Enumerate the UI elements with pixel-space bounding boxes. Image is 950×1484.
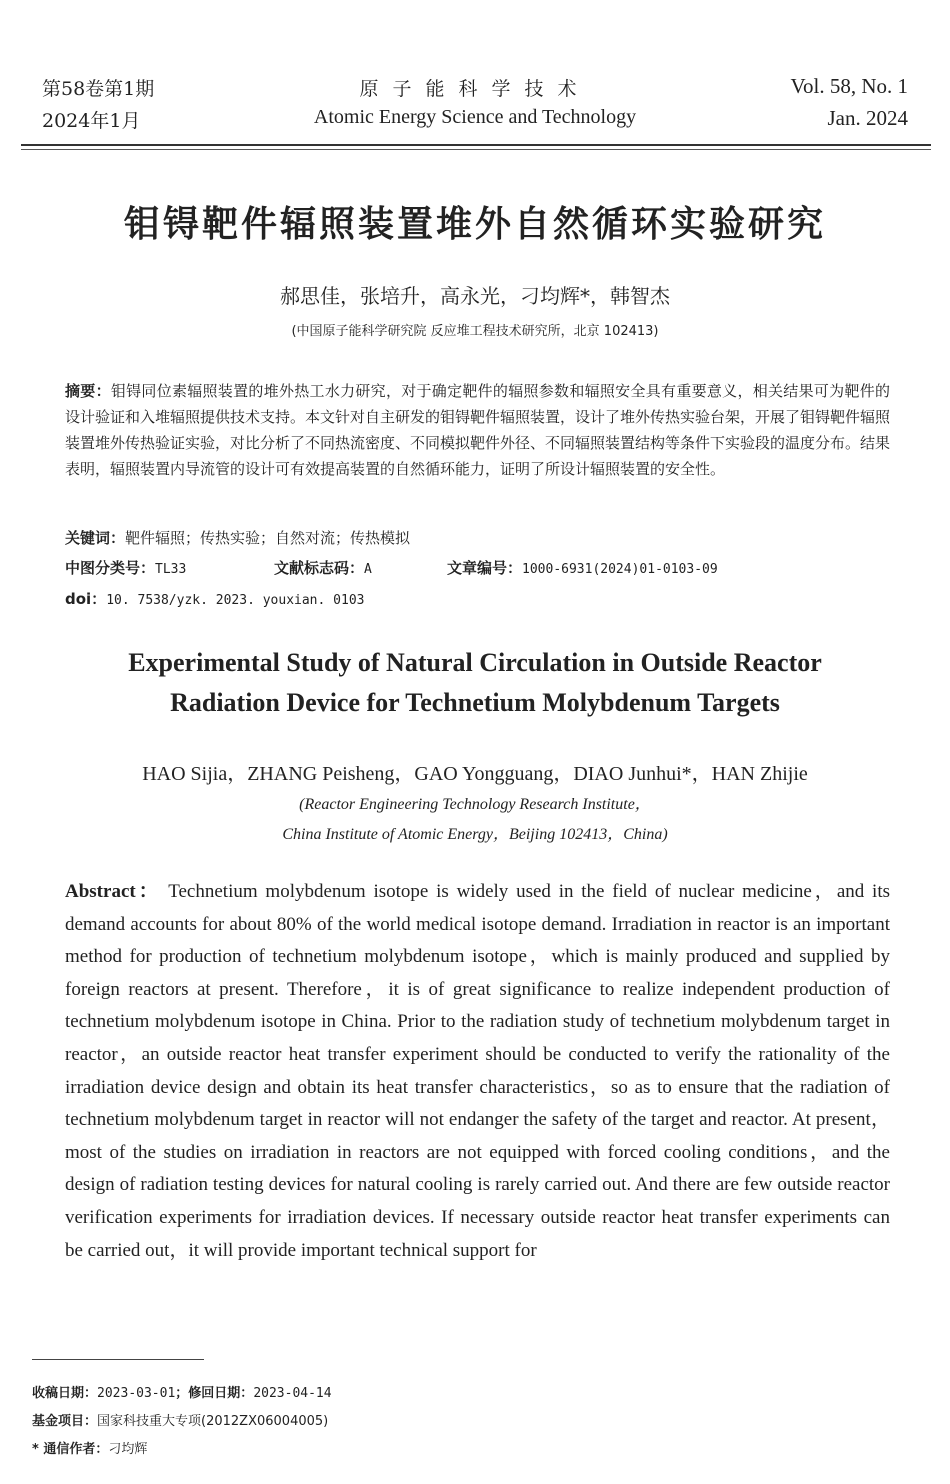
abstract-en-label: Abstract： xyxy=(65,881,161,902)
doi xyxy=(65,588,364,609)
received-label: 收稿日期： xyxy=(32,1386,98,1401)
header-journal-zh: 原子能科学技术 xyxy=(359,78,591,100)
abstract-zh xyxy=(65,378,890,482)
affiliation-zh: (中国原子能科学研究院 反应堆工程技术研究所，北京 102413) xyxy=(291,324,659,339)
doi-label: doi： xyxy=(65,590,107,608)
clc-label: 中图分类号： xyxy=(65,559,156,577)
affiliation-en-line1: (Reactor Engineering Technology Research Institute， xyxy=(299,796,651,813)
keywords-zh xyxy=(65,527,410,548)
received-date: 2023-03-01 xyxy=(97,1386,176,1401)
article-number-value: 1000-6931(2024)01-0103-09 xyxy=(522,562,718,577)
footnote-rule xyxy=(32,1359,204,1360)
header-rule-thin xyxy=(21,149,931,150)
fund-value: 国家科技重大专项(2012ZX06004005) xyxy=(97,1414,329,1429)
abstract-zh-label: 摘要： xyxy=(65,382,111,400)
article-number-label: 文章编号： xyxy=(447,559,523,577)
revised-date: 2023-04-14 xyxy=(253,1386,332,1401)
clc-value: TL33 xyxy=(155,562,187,577)
header-journal-en: Atomic Energy Science and Technology xyxy=(313,106,637,128)
corresponding-label: * 通信作者： xyxy=(32,1442,109,1457)
clc-number xyxy=(65,557,186,578)
article-number xyxy=(447,557,718,578)
footnote-fund xyxy=(32,1410,328,1429)
header-date-zh: 2024年1月 xyxy=(42,110,141,132)
footnote-corresponding-author xyxy=(32,1438,147,1457)
title-zh: 钼锝靶件辐照装置堆外自然循环实验研究 xyxy=(123,204,826,245)
keywords-zh-text: 靶件辐照；传热实验；自然对流；传热模拟 xyxy=(125,529,411,547)
authors-zh: 郝思佳，张培升，高永光，刁均辉*，韩智杰 xyxy=(280,284,670,308)
doi-value[interactable]: 10. 7538/yzk. 2023. youxian. 0103 xyxy=(106,593,365,608)
affiliation-en-line2: China Institute of Atomic Energy，Beijing 102413，China) xyxy=(282,826,668,843)
title-en-line2: Radiation Device for Technetium Molybdenum Targets xyxy=(170,688,780,717)
footnote-dates xyxy=(32,1382,332,1401)
abstract-en xyxy=(65,876,890,1267)
header-rule-thick xyxy=(21,144,931,146)
document-code xyxy=(274,557,372,578)
header-date-en: Jan. 2024 xyxy=(827,106,908,130)
abstract-en-text: Technetium molybdenum isotope is widely used in the field of nuclear medicine，and its demand accounts for about 80% of the world medical isotope demand. Irradiation in reactor is an important method for production of technetium molybdenum isotope，which is mainly produced and supplied by foreign reactors at present. Therefore，it is of great significance to realize independent production of technetium molybdenum isotope in China. Prior to the radiation study of technetium molybdenum target in reactor，an outside reactor heat transfer experiment should be conducted to verify the rationality of the irradiation device design and obtain its heat transfer characteristics，so as to ensure that the radiation of technetium molybdenum target in reactor will not endanger the safety of the target and reactor. At present，most of the studies on irradiation in reactors are not equipped with forced cooling conditions，and the design of radiation testing devices for natural cooling is rarely carried out. And there are few outside reactor verification experiments for irradiation devices. If necessary outside reactor heat transfer experiments can be carried out，it will provide important technical support for xyxy=(65,881,890,1261)
keywords-zh-label: 关键词： xyxy=(65,529,126,547)
title-en-line1: Experimental Study of Natural Circulation in Outside Reactor xyxy=(128,648,822,677)
abstract-zh-text: 钼锝同位素辐照装置的堆外热工水力研究，对于确定靶件的辐照参数和辐照安全具有重要意义，相关结果可为靶件的设计验证和入堆辐照提供技术支持。本文针对自主研发的钼锝靶件辐照装置，设计了堆外传热实验台架，开展了钼锝靶件辐照装置堆外传热验证实验，对比分析了不同热流密度、不同模拟靶件外径、不同辐照装置结构等条件下实验段的温度分布。结果表明，辐照装置内导流管的设计可有效提高装置的自然循环能力，证明了所设计辐照装置的安全性。 xyxy=(65,382,891,478)
revised-label: ；修回日期： xyxy=(175,1386,254,1401)
fund-label: 基金项目： xyxy=(32,1414,98,1429)
document-code-value: A xyxy=(364,562,372,577)
header-volume-issue-zh: 第58卷第1期 xyxy=(42,78,155,100)
authors-en: HAO Sijia，ZHANG Peisheng，GAO Yongguang，DIAO Junhui*，HAN Zhijie xyxy=(142,763,808,785)
header-volume-issue-en: Vol. 58, No. 1 xyxy=(790,74,908,98)
document-code-label: 文献标志码： xyxy=(274,559,365,577)
corresponding-value: 刁均辉 xyxy=(108,1442,148,1457)
